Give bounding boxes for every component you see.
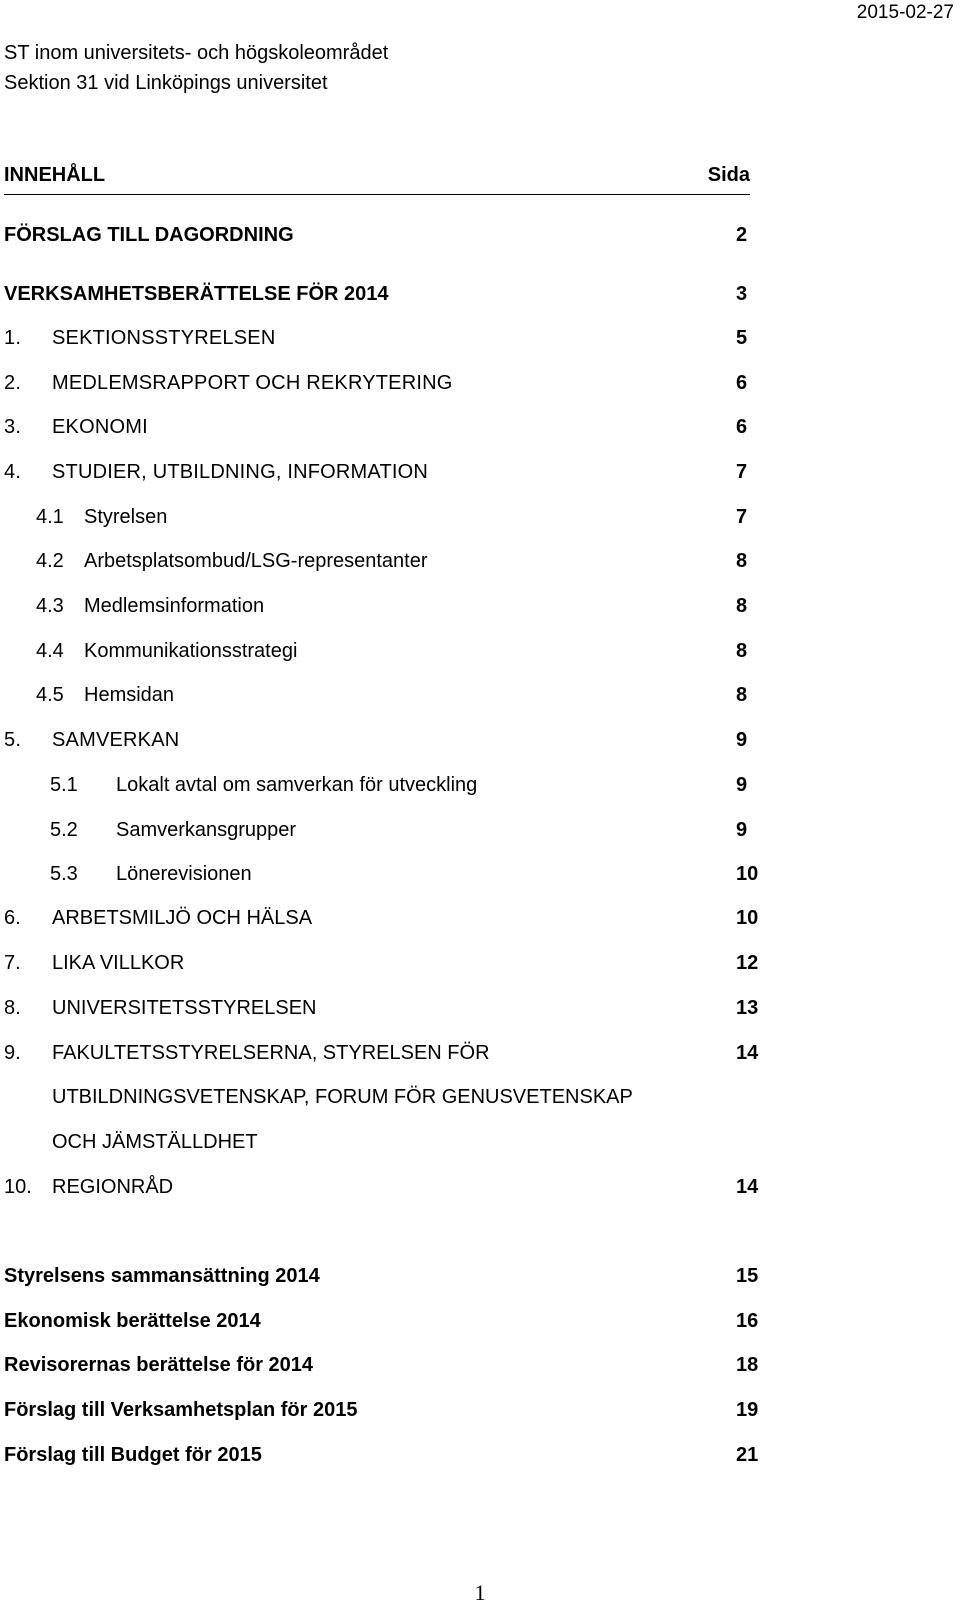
toc-row (0, 412, 960, 442)
toc-row-label: EKONOMI (52, 416, 148, 438)
appendix-row (0, 1395, 960, 1425)
toc-row-label: Medlemsinformation (84, 595, 265, 617)
toc-row-label: SAMVERKAN (52, 729, 180, 751)
toc-row-number: 4.4 (36, 640, 64, 662)
appendix-row (0, 1350, 960, 1380)
toc-row-label: UTBILDNINGSVETENSKAP, FORUM FÖR GENUSVETENSKAP (52, 1086, 633, 1108)
toc-row (0, 591, 960, 621)
toc-row-page: 8 (736, 684, 748, 706)
appendix-label: Styrelsens sammansättning 2014 (4, 1265, 320, 1287)
toc-title: INNEHÅLL (4, 164, 106, 186)
toc-row (0, 993, 960, 1023)
toc-row-continuation (0, 1082, 960, 1112)
toc-row-number: 9. (4, 1042, 21, 1064)
toc-row-page: 3 (736, 283, 748, 305)
toc-row-number: 8. (4, 997, 21, 1019)
toc-row-label: ARBETSMILJÖ OCH HÄLSA (52, 907, 313, 929)
toc-row-label: OCH JÄMSTÄLLDHET (52, 1131, 258, 1153)
toc-row (0, 636, 960, 666)
toc-row-page: 7 (736, 506, 748, 528)
toc-row-number: 6. (4, 907, 21, 929)
appendix-row (0, 1440, 960, 1470)
toc-row-number: 4.3 (36, 595, 64, 617)
appendix-page: 19 (736, 1399, 759, 1421)
toc-row (0, 368, 960, 398)
toc-row-label: UNIVERSITETSSTYRELSEN (52, 997, 317, 1019)
appendix-label: Revisorernas berättelse för 2014 (4, 1354, 314, 1376)
toc-row-label: Lönerevisionen (116, 863, 252, 885)
toc-row-page: 9 (736, 819, 748, 841)
toc-row-page: 14 (736, 1042, 759, 1064)
toc-row-page: 14 (736, 1176, 759, 1198)
appendix-page: 15 (736, 1265, 759, 1287)
toc-row (0, 502, 960, 532)
toc-row-number: 2. (4, 372, 22, 394)
toc-row-label: STUDIER, UTBILDNING, INFORMATION (52, 461, 429, 483)
toc-row-number: 5.3 (50, 863, 78, 885)
toc-row-label: Hemsidan (84, 684, 175, 706)
toc-page-label: Sida (707, 164, 750, 186)
toc-row-label: Lokalt avtal om samverkan för utveckling (116, 774, 478, 796)
toc-row-number: 5.1 (50, 774, 78, 796)
toc-row-label: SEKTIONSSTYRELSEN (52, 327, 276, 349)
toc-row (0, 859, 960, 889)
appendix-row (0, 1261, 960, 1291)
toc-row-page: 10 (736, 907, 759, 929)
toc-row (0, 1038, 960, 1068)
toc-row (0, 725, 960, 755)
toc-row-continuation (0, 1127, 960, 1157)
toc-header (4, 164, 750, 195)
toc-row (0, 948, 960, 978)
toc-row-label: LIKA VILLKOR (52, 952, 185, 974)
toc-row-number: 4.5 (36, 684, 64, 706)
toc-row-label: Styrelsen (84, 506, 168, 528)
toc-row-number: 1. (4, 327, 22, 349)
toc-row-page: 6 (736, 416, 748, 438)
toc-row (0, 279, 960, 309)
toc-row-number: 5.2 (50, 819, 78, 841)
toc-row-label: Kommunikationsstrategi (84, 640, 298, 662)
appendix-label: Ekonomisk berättelse 2014 (4, 1310, 261, 1332)
toc-row-label: Samverkansgrupper (116, 819, 297, 841)
toc-row-page: 8 (736, 550, 748, 572)
toc-row-page: 9 (736, 774, 748, 796)
toc-row-label: MEDLEMSRAPPORT OCH REKRYTERING (52, 372, 453, 394)
toc-row-page: 6 (736, 372, 748, 394)
appendix-page: 21 (736, 1444, 759, 1466)
toc-row-page: 9 (736, 729, 748, 751)
toc-row (0, 903, 960, 933)
toc-row-page: 5 (736, 327, 748, 349)
toc-row (0, 323, 960, 353)
toc-row-label: FAKULTETSSTYRELSERNA, STYRELSEN FÖR (52, 1042, 490, 1064)
toc-row-number: 7. (4, 952, 21, 974)
organization-name: ST inom universitets- och högskoleområdet (4, 42, 389, 64)
toc-row-label: Arbetsplatsombud/LSG-representanter (84, 550, 428, 572)
toc-row (0, 815, 960, 845)
toc-row (0, 546, 960, 576)
toc-row-label: FÖRSLAG TILL DAGORDNING (4, 224, 294, 246)
toc-row-page: 7 (736, 461, 748, 483)
toc-row-page: 12 (736, 952, 759, 974)
toc-row-label: REGIONRÅD (52, 1176, 174, 1198)
document-date: 2015-02-27 (856, 2, 954, 23)
toc-row-page: 2 (736, 224, 748, 246)
toc-row (0, 1172, 960, 1202)
toc-row-number: 4.1 (36, 506, 64, 528)
toc-row (0, 220, 960, 250)
toc-row-number: 10. (4, 1176, 32, 1198)
toc-row (0, 457, 960, 487)
appendix-page: 18 (736, 1354, 759, 1376)
toc-row-page: 13 (736, 997, 759, 1019)
appendix-page: 16 (736, 1310, 759, 1332)
appendix-row (0, 1306, 960, 1336)
toc-row-number: 4.2 (36, 550, 64, 572)
section-name: Sektion 31 vid Linköpings universitet (4, 72, 328, 94)
toc-row-number: 3. (4, 416, 22, 438)
toc-row (0, 680, 960, 710)
toc-row-label: VERKSAMHETSBERÄTTELSE FÖR 2014 (4, 283, 389, 305)
appendix-label: Förslag till Budget för 2015 (4, 1444, 262, 1466)
toc-row (0, 770, 960, 800)
appendix-label: Förslag till Verksamhetsplan för 2015 (4, 1399, 358, 1421)
toc-row-page: 10 (736, 863, 759, 885)
toc-row-number: 4. (4, 461, 22, 483)
toc-row-page: 8 (736, 640, 748, 662)
toc-row-page: 8 (736, 595, 748, 617)
page-number: 1 (474, 1580, 486, 1605)
toc-row-number: 5. (4, 729, 22, 751)
